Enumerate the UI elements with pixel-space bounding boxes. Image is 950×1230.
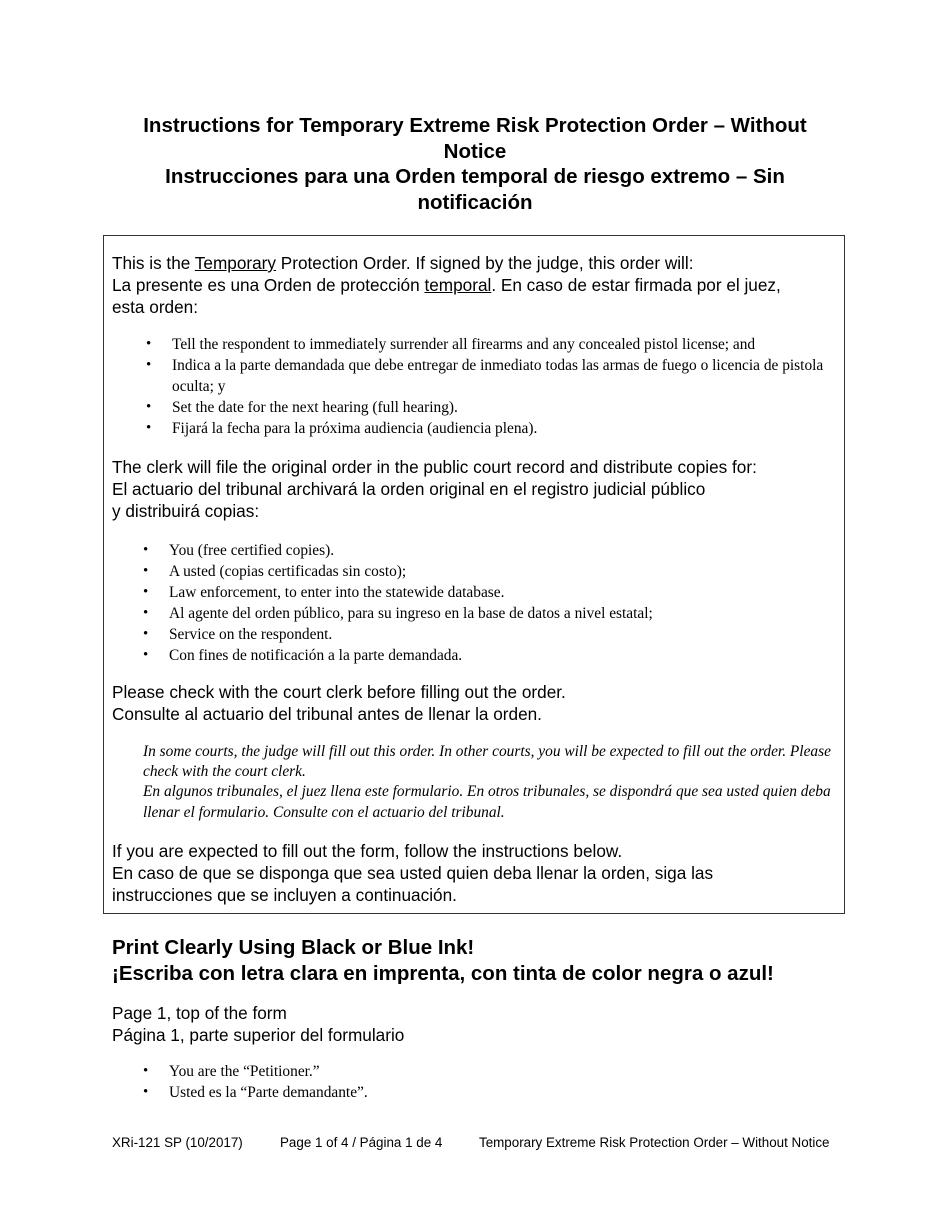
list-item: • You are the “Petitioner.” bbox=[143, 1061, 833, 1082]
list-item: • Set the date for the next hearing (full hearing). bbox=[146, 397, 836, 418]
print-clearly-heading bbox=[112, 935, 872, 986]
list-item: • Indica a la parte demandada que debe entregar de inmediato todas las armas de fuego o licencia de pistola oculta; y bbox=[146, 355, 836, 397]
intro-paragraph bbox=[112, 253, 842, 318]
list-item: • Law enforcement, to enter into the statewide database. bbox=[143, 582, 833, 603]
clerk-paragraph bbox=[112, 457, 842, 522]
follow-line1: If you are expected to fill out the form, follow the instructions below. bbox=[112, 841, 623, 861]
intro-en-pre: This is the bbox=[112, 253, 195, 273]
intro-en-post: Protection Order. If signed by the judge, this order will: bbox=[275, 253, 694, 273]
title-en-line2: Notice bbox=[443, 139, 507, 163]
page1-en: Page 1, top of the form bbox=[112, 1003, 287, 1023]
check-paragraph bbox=[112, 682, 842, 726]
intro-en bbox=[112, 253, 842, 275]
page1-es: Página 1, parte superior del formulario bbox=[112, 1024, 405, 1045]
intro-es-underlined: temporal bbox=[424, 274, 492, 295]
intro-es-post: . En caso de estar firmada por el juez, bbox=[491, 274, 781, 295]
print-heading-es: ¡Escriba con letra clara en imprenta, con tinta de color negra o azul! bbox=[112, 961, 774, 985]
order-will-list bbox=[146, 334, 836, 439]
check-line1: Please check with the court clerk before filling out the order. bbox=[112, 682, 566, 702]
intro-es-line2: esta orden: bbox=[112, 296, 198, 317]
list-item: • Tell the respondent to immediately surrender all firearms and any concealed pistol license; and bbox=[146, 334, 836, 355]
list-item: • A usted (copias certificadas sin costo); bbox=[143, 561, 833, 582]
court-note-es: En algunos tribunales, el juez llena este formulario. En otros tribunales, se dispondrá que sea usted quien deba llenar el formulario. Consulte con el actuario del tribunal. bbox=[143, 783, 831, 821]
clerk-line1: The clerk will file the original order in the public court record and distribute copies for: bbox=[112, 457, 757, 477]
court-note bbox=[143, 742, 843, 823]
list-item: • Service on the respondent. bbox=[143, 624, 833, 645]
clerk-line3: y distribuirá copias: bbox=[112, 500, 260, 521]
intro-es-pre: La presente es una Orden de protección bbox=[112, 274, 425, 295]
list-item: • You (free certified copies). bbox=[143, 540, 833, 561]
follow-line3: instrucciones que se incluyen a continuación. bbox=[112, 884, 457, 905]
list-item: • Usted es la “Parte demandante”. bbox=[143, 1082, 833, 1103]
footer-page-number: Page 1 of 4 / Página 1 de 4 bbox=[280, 1135, 443, 1150]
check-line2: Consulte al actuario del tribunal antes de llenar la orden. bbox=[112, 703, 542, 724]
title-es-line2: notificación bbox=[417, 190, 533, 214]
title-es-line1: Instrucciones para una Orden temporal de riesgo extremo – Sin bbox=[165, 165, 785, 188]
list-item: • Fijará la fecha para la próxima audiencia (audiencia plena). bbox=[146, 418, 836, 439]
footer-form-id: XRi-121 SP (10/2017) bbox=[112, 1135, 243, 1150]
intro-es bbox=[112, 275, 842, 297]
follow-paragraph bbox=[112, 841, 842, 906]
follow-line2: En caso de que se disponga que sea usted quien deba llenar la orden, siga las bbox=[112, 862, 714, 883]
page1-section-heading bbox=[112, 1003, 842, 1047]
print-heading-en: Print Clearly Using Black or Blue Ink! bbox=[112, 936, 475, 959]
intro-en-underlined: Temporary bbox=[194, 253, 276, 273]
page1-list bbox=[143, 1061, 833, 1103]
title-en-line1: Instructions for Temporary Extreme Risk Protection Order – Without bbox=[143, 114, 807, 137]
list-item: • Con fines de notificación a la parte demandada. bbox=[143, 645, 833, 666]
list-item: • Al agente del orden público, para su ingreso en la base de datos a nivel estatal; bbox=[143, 603, 833, 624]
page-title bbox=[100, 113, 850, 215]
clerk-line2: El actuario del tribunal archivará la orden original en el registro judicial público bbox=[112, 478, 706, 499]
copies-list bbox=[143, 540, 833, 666]
court-note-en: In some courts, the judge will fill out this order. In other courts, you will be expected to fill out the order. Please check with the court clerk. bbox=[143, 743, 831, 781]
footer-doc-title: Temporary Extreme Risk Protection Order – Without Notice bbox=[479, 1135, 830, 1150]
